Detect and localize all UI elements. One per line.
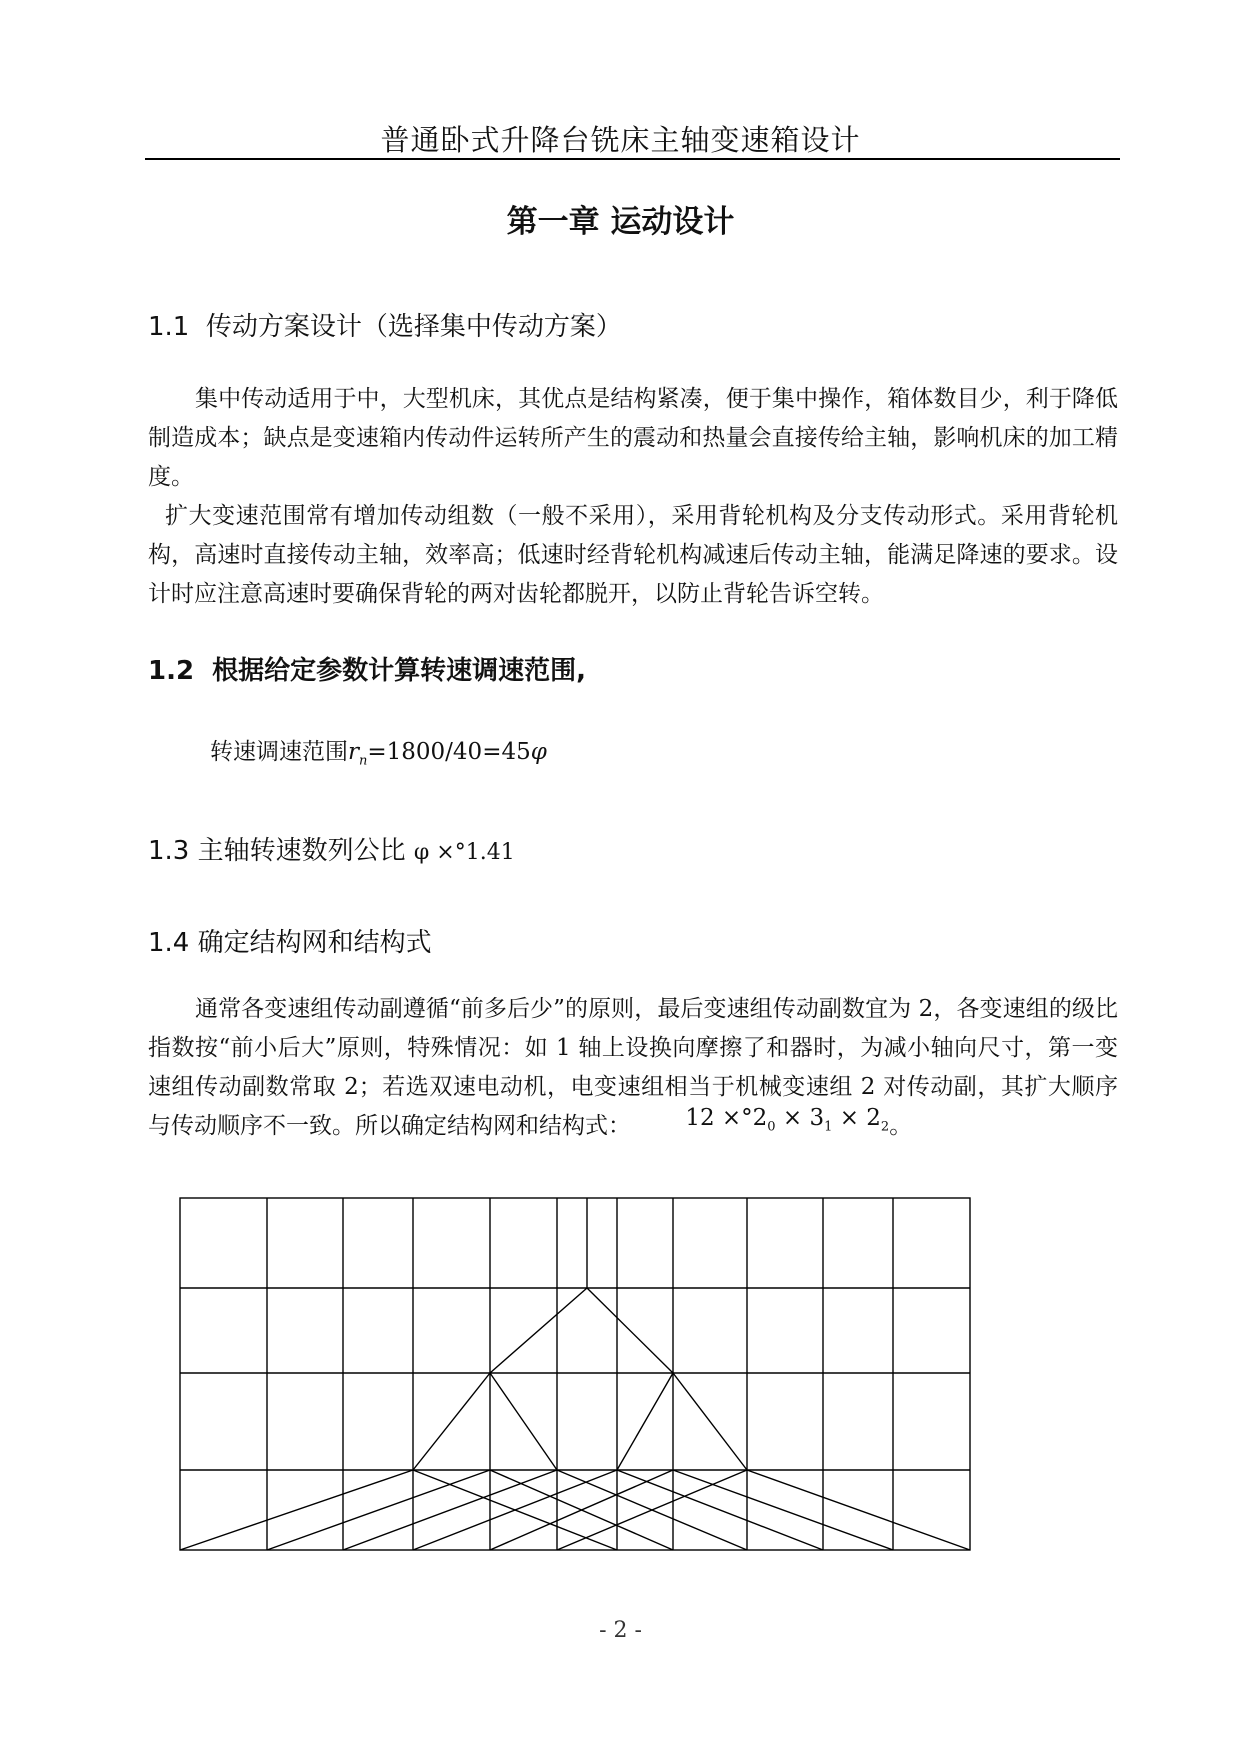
section-number: 1.1 [148, 312, 190, 342]
formula-subscript: n [359, 753, 368, 769]
chapter-title: 第一章 运动设计 [506, 204, 735, 240]
formula-symbol: r [348, 739, 359, 765]
diagram-transmission-line [343, 1470, 557, 1550]
structure-formula-sub: 0 [767, 1119, 776, 1135]
section-number: 1.4 [148, 928, 190, 958]
page-header-title: 普通卧式升降台铣床主轴变速箱设计 [380, 123, 861, 157]
structure-formula-part: × 2 [832, 1105, 881, 1131]
formula-label: 转速调速范围 [210, 739, 348, 765]
structure-formula-part: × 3 [775, 1105, 825, 1131]
structure-formula-sub: 1 [824, 1119, 833, 1135]
formula-expression: =1800/40=45 [367, 739, 531, 765]
section-title: 根据给定参数计算转速调速范围, [212, 656, 587, 686]
section-number: 1.3 [148, 836, 190, 866]
paragraph-speed-range-extension: 扩大变速范围常有增加传动组数（一般不采用），采用背轮机构及分支传动形式。采用背轮机构，高速时直接传动主轴，效率高；低速时经背轮机构减速后传动主轴，能满足降速的要求。设计时应注意高速时要确保背轮的两对齿轮都脱开，以防止背轮告诉空转。 [148, 503, 1118, 607]
diagram-transmission-line [587, 1288, 673, 1373]
section-number: 1.2 [148, 656, 195, 686]
diagram-transmission-line [673, 1373, 747, 1470]
structure-formula-part: 12 ×°2 [685, 1105, 768, 1131]
diagram-transmission-line [490, 1373, 557, 1470]
section-title: 主轴转速数列公比 [197, 836, 406, 866]
paragraph-text: 通常各变速组传动副遵循“前多后少”的原则，最后变速组传动副数宜为 2，各变速组的级比指数按“前小后大”原则，特殊情况：如 1 轴上设换向摩擦了和器时，为减小轴向尺寸，第一变速组传动副数常取 2；若选双速电动机，电变速组相当于机械变速组 2 对传动副，其扩大顺序与传动顺序不一致。所以确定结构网和结构式： [148, 996, 1118, 1139]
ratio-formula: φ ×°1.41 [413, 840, 515, 865]
diagram-transmission-line [413, 1373, 490, 1470]
paragraph-centralized-transmission: 集中传动适用于中，大型机床，其优点是结构紧凑，便于集中操作，箱体数目少，利于降低制造成本；缺点是变速箱内传动件运转所产生的震动和热量会直接传给主轴，影响机床的加工精度。 [148, 386, 1118, 490]
diagram-transmission-line [490, 1288, 587, 1373]
diagram-transmission-line [617, 1373, 673, 1470]
paragraph-end-mark: 。 [889, 1113, 913, 1139]
diagram-frame [180, 1198, 970, 1550]
section-title: 确定结构网和结构式 [197, 928, 432, 958]
formula-phi: φ [530, 739, 547, 765]
section-title: 传动方案设计（选择集中传动方案） [205, 312, 622, 342]
structure-formula-sub: 2 [880, 1119, 890, 1135]
page-number: - 2 - [599, 1618, 642, 1643]
